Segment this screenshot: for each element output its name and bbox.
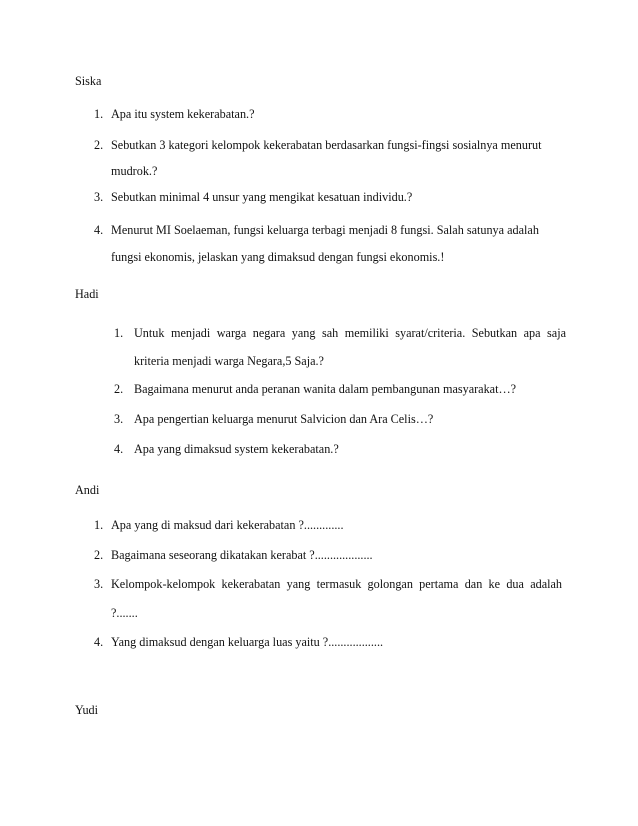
list-item-text: Apa itu system kekerabatan.?: [111, 107, 255, 121]
list-item-text: Sebutkan 3 kategori kelompok kekerabatan berdasarkan fungsi-fingsi sosialnya menurut: [111, 138, 542, 152]
list-item-number: 2.: [94, 138, 104, 152]
list-item-text: Bagaimana seseorang dikatakan kerabat ?...................: [111, 548, 373, 562]
section-name-yudi: Yudi: [75, 703, 99, 717]
list-item-text: Apa pengertian keluarga menurut Salvicion dan Ara Celis…?: [134, 412, 434, 426]
list-item-number: 4.: [94, 635, 104, 649]
list-item-text: Kelompok-kelompok kekerabatan yang termasuk golongan pertama dan ke dua adalah: [111, 577, 562, 591]
list-item-text: Apa yang dimaksud system kekerabatan.?: [134, 442, 339, 456]
list-item-text: Sebutkan minimal 4 unsur yang mengikat kesatuan individu.?: [111, 190, 413, 204]
list-item-number: 1.: [94, 518, 104, 532]
list-item-text: Apa yang di maksud dari kekerabatan ?.............: [111, 518, 344, 532]
list-item-text: Untuk menjadi warga negara yang sah memiliki syarat/criteria. Sebutkan apa saja: [134, 326, 566, 340]
list-item-text-continued: mudrok.?: [111, 164, 158, 178]
list-item-number: 2.: [114, 382, 124, 396]
list-item-number: 4.: [94, 223, 104, 237]
section-name-siska: Siska: [75, 74, 102, 88]
list-item-text: Menurut MI Soelaeman, fungsi keluarga terbagi menjadi 8 fungsi. Salah satunya adalah: [111, 223, 539, 237]
list-item-text-continued: kriteria menjadi warga Negara,5 Saja.?: [134, 354, 324, 368]
section-name-hadi: Hadi: [75, 287, 99, 301]
list-item-number: 3.: [114, 412, 124, 426]
list-item-number: 2.: [94, 548, 104, 562]
section-name-andi: Andi: [75, 483, 100, 497]
list-item-text: Bagaimana menurut anda peranan wanita dalam pembangunan masyarakat…?: [134, 382, 517, 396]
list-item-text: Yang dimaksud dengan keluarga luas yaitu ?..................: [111, 635, 384, 649]
list-item-text-continued: fungsi ekonomis, jelaskan yang dimaksud dengan fungsi ekonomis.!: [111, 250, 445, 264]
list-item-text-continued: ?.......: [111, 606, 138, 620]
list-item-number: 4.: [114, 442, 124, 456]
list-item-number: 1.: [114, 326, 124, 340]
list-item-number: 1.: [94, 107, 104, 121]
list-item-number: 3.: [94, 577, 104, 591]
list-item-number: 3.: [94, 190, 104, 204]
